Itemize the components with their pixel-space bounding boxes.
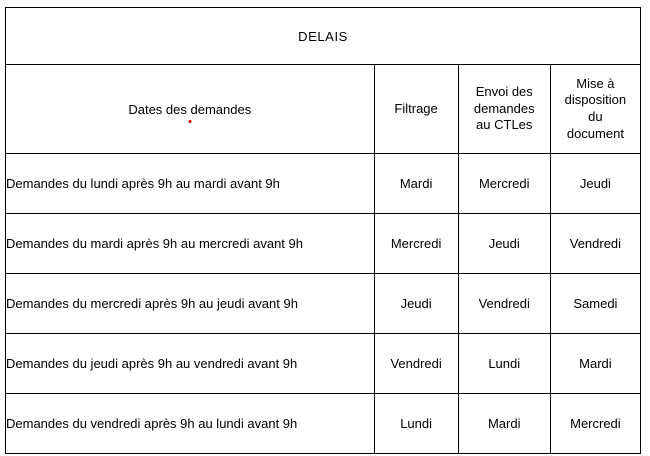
column-header-mise-line3: du xyxy=(588,109,603,124)
column-header-dates-label: Dates des demandes xyxy=(128,101,252,117)
row-envoi: Mercredi xyxy=(458,154,550,214)
column-header-mise-line4: document xyxy=(566,125,624,141)
row-envoi: Jeudi xyxy=(458,214,550,274)
row-dates: Demandes du mercredi après 9h au jeudi avant 9h xyxy=(6,274,375,334)
column-header-filtrage: Filtrage xyxy=(374,65,458,154)
red-marker-dot xyxy=(188,120,191,123)
row-mise: Jeudi xyxy=(550,154,640,214)
delais-table xyxy=(5,7,641,454)
row-envoi: Mardi xyxy=(458,394,550,454)
column-header-dates xyxy=(6,65,375,154)
table-row xyxy=(6,214,641,274)
table-row xyxy=(6,154,641,214)
table-row xyxy=(6,334,641,394)
row-filtrage: Mercredi xyxy=(374,214,458,274)
table-title: DELAIS xyxy=(6,8,641,65)
row-filtrage: Vendredi xyxy=(374,334,458,394)
table-row xyxy=(6,394,641,454)
row-mise: Mercredi xyxy=(550,394,640,454)
row-envoi: Lundi xyxy=(458,334,550,394)
row-dates: Demandes du jeudi après 9h au vendredi avant 9h xyxy=(6,334,375,394)
row-dates: Demandes du mardi après 9h au mercredi avant 9h xyxy=(6,214,375,274)
row-filtrage: Jeudi xyxy=(374,274,458,334)
row-filtrage: Lundi xyxy=(374,394,458,454)
column-header-mise-line1: Mise à xyxy=(576,75,615,91)
document-sheet xyxy=(5,7,641,449)
table-row xyxy=(6,274,641,334)
table-header-row xyxy=(6,65,641,154)
column-header-envoi xyxy=(458,65,550,154)
row-mise: Vendredi xyxy=(550,214,640,274)
row-dates: Demandes du vendredi après 9h au lundi avant 9h xyxy=(6,394,375,454)
row-mise: Samedi xyxy=(550,274,640,334)
row-filtrage: Mardi xyxy=(374,154,458,214)
column-header-envoi-line3: au CTLes xyxy=(476,117,533,133)
column-header-envoi-line2: demandes xyxy=(473,100,535,116)
row-dates: Demandes du lundi après 9h au mardi avant 9h xyxy=(6,154,375,214)
column-header-mise-line2: disposition xyxy=(564,92,627,108)
column-header-mise xyxy=(550,65,640,154)
column-header-envoi-line1: Envoi des xyxy=(475,84,533,100)
row-mise: Mardi xyxy=(550,334,640,394)
row-envoi: Vendredi xyxy=(458,274,550,334)
table-title-row xyxy=(6,8,641,65)
